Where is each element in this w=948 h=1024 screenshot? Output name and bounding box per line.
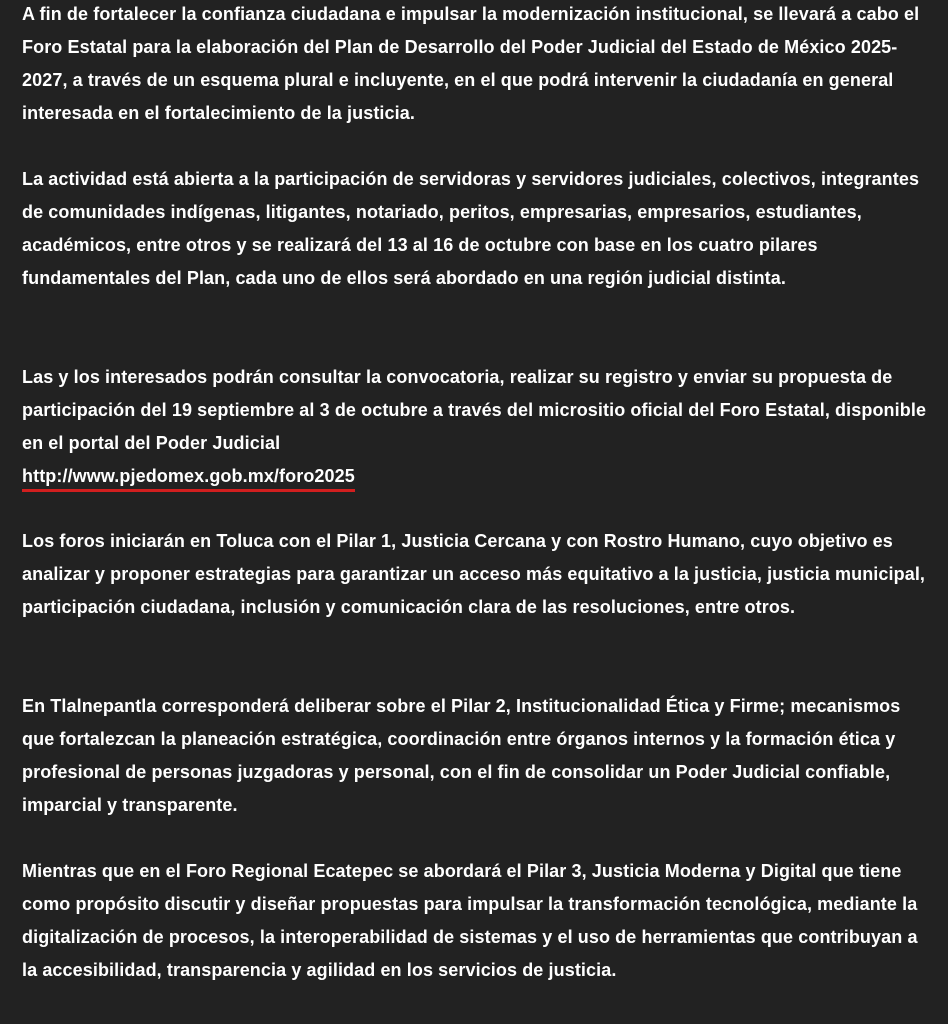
paragraph-pilar-2: En Tlalnepantla corresponderá deliberar sobre el Pilar 2, Institucionalidad Ética y Firme; mecanismos que fortalezcan la planeación estratégica, coordinación entre órganos internos y la formación ética y profesional de personas juzgadoras y personal, con el fin de consolidar un Poder Judicial confiable, imparcial y transparente.	[22, 696, 901, 815]
foro2025-link[interactable]: http://www.pjedomex.gob.mx/foro2025	[22, 463, 355, 492]
paragraph-registration	[22, 361, 932, 493]
paragraph-participants: La actividad está abierta a la participación de servidoras y servidores judiciales, colectivos, integrantes de comunidades indígenas, litigantes, notariado, peritos, empresarias, empresarios, estudiantes, académicos, entre otros y se realizará del 13 al 16 de octubre con base en los cuatro pilares fundamentales del Plan, cada uno de ellos será abordado en una región judicial distinta.	[22, 169, 920, 288]
paragraph-pilar-1: Los foros iniciarán en Toluca con el Pilar 1, Justicia Cercana y con Rostro Humano, cuyo objetivo es analizar y proponer estrategias para garantizar un acceso más equitativo a la justicia, justicia municipal, participación ciudadana, inclusión y comunicación clara de las resoluciones, entre otros.	[22, 531, 926, 617]
paragraph-intro: A fin de fortalecer la confianza ciudadana e impulsar la modernización institucional, se llevará a cabo el Foro Estatal para la elaboración del Plan de Desarrollo del Poder Judicial del Estado de México 2025-2027, a través de un esquema plural e incluyente, en el que podrá intervenir la ciudadanía en general interesada en el fortalecimiento de la justicia.	[22, 4, 920, 123]
paragraph-registration-text: Las y los interesados podrán consultar la convocatoria, realizar su registro y enviar su propuesta de participación del 19 septiembre al 3 de octubre a través del micrositio oficial del Foro Estatal, disponible en el portal del Poder Judicial	[22, 367, 927, 453]
paragraph-pilar-3: Mientras que en el Foro Regional Ecatepec se abordará el Pilar 3, Justicia Moderna y Digital que tiene como propósito discutir y diseñar propuestas para impulsar la transformación tecnológica, mediante la digitalización de procesos, la interoperabilidad de sistemas y el uso de herramientas que contribuyan a la accesibilidad, transparencia y agilidad en los servicios de justicia.	[22, 861, 918, 980]
